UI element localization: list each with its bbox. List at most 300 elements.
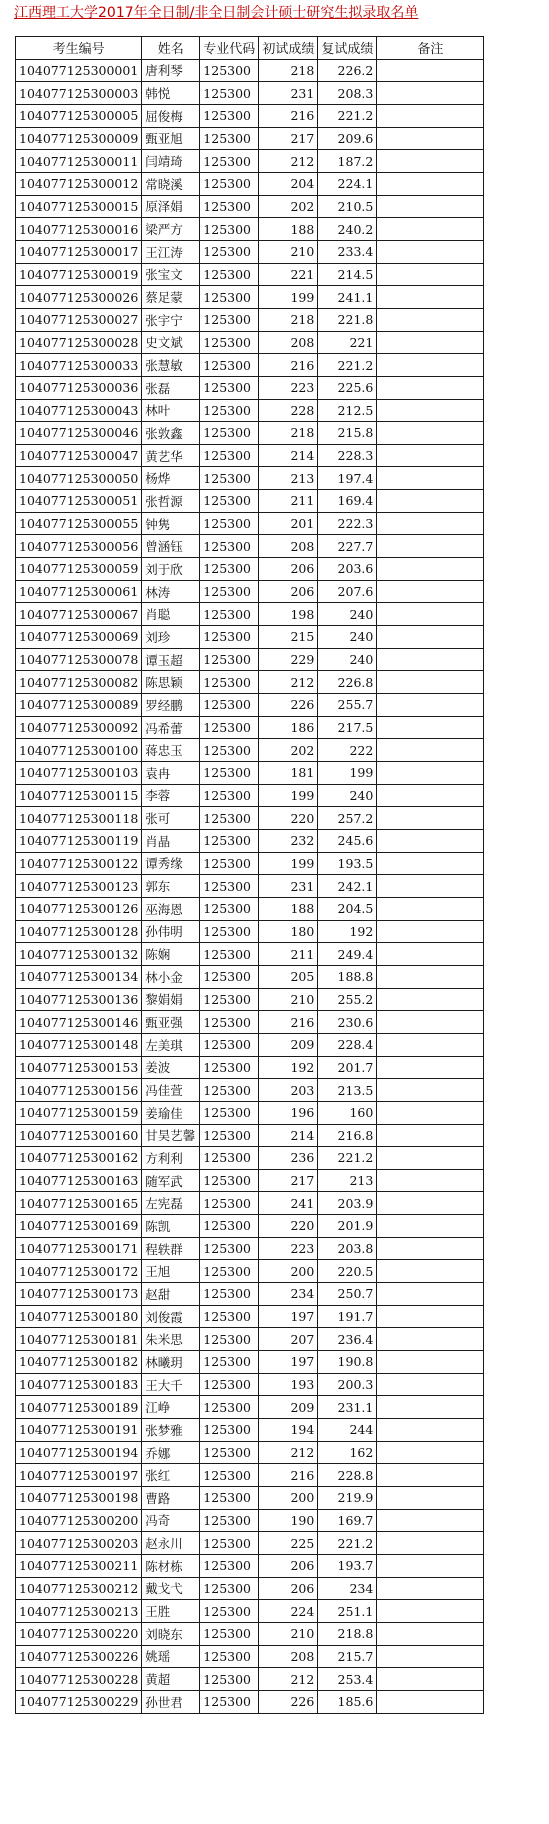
cell-initial-score: 218 (259, 422, 318, 445)
cell-candidate-id: 104077125300011 (16, 150, 142, 173)
table-row (16, 150, 484, 173)
table-row (16, 1509, 484, 1532)
cell-major-code: 125300 (200, 59, 259, 82)
cell-initial-score: 229 (259, 648, 318, 671)
cell-retest-score: 187.2 (318, 150, 377, 173)
cell-major-code: 125300 (200, 1690, 259, 1713)
cell-name: 梁严方 (142, 218, 200, 241)
cell-remarks (377, 512, 484, 535)
cell-candidate-id: 104077125300173 (16, 1283, 142, 1306)
cell-remarks (377, 172, 484, 195)
cell-candidate-id: 104077125300059 (16, 558, 142, 581)
cell-major-code: 125300 (200, 240, 259, 263)
cell-initial-score: 206 (259, 580, 318, 603)
cell-major-code: 125300 (200, 127, 259, 150)
header-remarks: 备注 (377, 37, 484, 60)
cell-remarks (377, 1554, 484, 1577)
cell-initial-score: 192 (259, 1056, 318, 1079)
cell-initial-score: 209 (259, 1033, 318, 1056)
cell-remarks (377, 218, 484, 241)
cell-candidate-id: 104077125300169 (16, 1215, 142, 1238)
cell-remarks (377, 807, 484, 830)
cell-remarks (377, 59, 484, 82)
cell-remarks (377, 490, 484, 513)
cell-remarks (377, 1283, 484, 1306)
cell-major-code: 125300 (200, 376, 259, 399)
cell-name: 张敦鑫 (142, 422, 200, 445)
cell-candidate-id: 104077125300172 (16, 1260, 142, 1283)
cell-initial-score: 232 (259, 829, 318, 852)
cell-name: 王旭 (142, 1260, 200, 1283)
cell-retest-score: 224.1 (318, 172, 377, 195)
cell-retest-score: 251.1 (318, 1600, 377, 1623)
cell-retest-score: 169.4 (318, 490, 377, 513)
cell-name: 朱米思 (142, 1328, 200, 1351)
cell-remarks (377, 1509, 484, 1532)
cell-initial-score: 207 (259, 1328, 318, 1351)
cell-remarks (377, 875, 484, 898)
cell-major-code: 125300 (200, 1215, 259, 1238)
table-row (16, 784, 484, 807)
cell-remarks (377, 1464, 484, 1487)
cell-remarks (377, 1215, 484, 1238)
cell-major-code: 125300 (200, 535, 259, 558)
cell-retest-score: 193.5 (318, 852, 377, 875)
cell-candidate-id: 104077125300171 (16, 1237, 142, 1260)
cell-initial-score: 220 (259, 1215, 318, 1238)
cell-initial-score: 234 (259, 1283, 318, 1306)
table-row (16, 59, 484, 82)
table-row (16, 1554, 484, 1577)
cell-initial-score: 225 (259, 1532, 318, 1555)
header-candidate-id: 考生编号 (16, 37, 142, 60)
cell-name: 刘珍 (142, 626, 200, 649)
cell-name: 黄超 (142, 1668, 200, 1691)
cell-initial-score: 221 (259, 263, 318, 286)
cell-initial-score: 202 (259, 195, 318, 218)
table-row (16, 82, 484, 105)
cell-name: 戴戈弋 (142, 1577, 200, 1600)
table-row (16, 127, 484, 150)
cell-retest-score: 221 (318, 331, 377, 354)
cell-major-code: 125300 (200, 1351, 259, 1374)
cell-initial-score: 208 (259, 1645, 318, 1668)
cell-initial-score: 212 (259, 150, 318, 173)
cell-name: 左美琪 (142, 1033, 200, 1056)
cell-candidate-id: 104077125300213 (16, 1600, 142, 1623)
table-row (16, 1192, 484, 1215)
cell-candidate-id: 104077125300189 (16, 1396, 142, 1419)
table-row (16, 1215, 484, 1238)
cell-name: 姜瑜佳 (142, 1101, 200, 1124)
cell-major-code: 125300 (200, 1554, 259, 1577)
table-row (16, 1577, 484, 1600)
cell-name: 郭东 (142, 875, 200, 898)
cell-initial-score: 198 (259, 603, 318, 626)
cell-name: 随军武 (142, 1169, 200, 1192)
cell-major-code: 125300 (200, 1056, 259, 1079)
cell-remarks (377, 1690, 484, 1713)
cell-initial-score: 223 (259, 1237, 318, 1260)
cell-candidate-id: 104077125300118 (16, 807, 142, 830)
cell-initial-score: 217 (259, 1169, 318, 1192)
cell-remarks (377, 829, 484, 852)
cell-name: 王江涛 (142, 240, 200, 263)
cell-name: 林叶 (142, 399, 200, 422)
cell-major-code: 125300 (200, 1237, 259, 1260)
cell-candidate-id: 104077125300148 (16, 1033, 142, 1056)
cell-initial-score: 217 (259, 127, 318, 150)
cell-name: 黎娟娟 (142, 988, 200, 1011)
cell-major-code: 125300 (200, 1169, 259, 1192)
table-row (16, 875, 484, 898)
cell-remarks (377, 1373, 484, 1396)
cell-retest-score: 214.5 (318, 263, 377, 286)
cell-initial-score: 216 (259, 1011, 318, 1034)
cell-initial-score: 224 (259, 1600, 318, 1623)
cell-candidate-id: 104077125300183 (16, 1373, 142, 1396)
cell-retest-score: 242.1 (318, 875, 377, 898)
cell-remarks (377, 1011, 484, 1034)
cell-remarks (377, 1645, 484, 1668)
cell-name: 陈凯 (142, 1215, 200, 1238)
table-row (16, 762, 484, 785)
cell-candidate-id: 104077125300181 (16, 1328, 142, 1351)
cell-major-code: 125300 (200, 626, 259, 649)
cell-retest-score: 203.9 (318, 1192, 377, 1215)
cell-candidate-id: 104077125300033 (16, 354, 142, 377)
cell-remarks (377, 671, 484, 694)
cell-name: 甄亚旭 (142, 127, 200, 150)
cell-candidate-id: 104077125300123 (16, 875, 142, 898)
cell-name: 史文斌 (142, 331, 200, 354)
cell-major-code: 125300 (200, 1668, 259, 1691)
cell-candidate-id: 104077125300061 (16, 580, 142, 603)
cell-initial-score: 206 (259, 1577, 318, 1600)
cell-remarks (377, 1668, 484, 1691)
cell-candidate-id: 104077125300043 (16, 399, 142, 422)
cell-major-code: 125300 (200, 1396, 259, 1419)
cell-name: 冯希蕾 (142, 716, 200, 739)
cell-candidate-id: 104077125300220 (16, 1622, 142, 1645)
table-row (16, 1532, 484, 1555)
cell-name: 曾涵钰 (142, 535, 200, 558)
cell-major-code: 125300 (200, 490, 259, 513)
cell-retest-score: 236.4 (318, 1328, 377, 1351)
cell-major-code: 125300 (200, 603, 259, 626)
table-row (16, 1260, 484, 1283)
cell-candidate-id: 104077125300156 (16, 1079, 142, 1102)
cell-candidate-id: 104077125300012 (16, 172, 142, 195)
cell-name: 程轶群 (142, 1237, 200, 1260)
cell-remarks (377, 626, 484, 649)
cell-name: 江峥 (142, 1396, 200, 1419)
cell-major-code: 125300 (200, 1600, 259, 1623)
cell-candidate-id: 104077125300200 (16, 1509, 142, 1532)
cell-remarks (377, 784, 484, 807)
cell-remarks (377, 920, 484, 943)
cell-major-code: 125300 (200, 1011, 259, 1034)
table-row (16, 1622, 484, 1645)
cell-major-code: 125300 (200, 1509, 259, 1532)
cell-retest-score: 257.2 (318, 807, 377, 830)
cell-candidate-id: 104077125300132 (16, 943, 142, 966)
cell-initial-score: 197 (259, 1305, 318, 1328)
cell-major-code: 125300 (200, 739, 259, 762)
cell-retest-score: 249.4 (318, 943, 377, 966)
cell-major-code: 125300 (200, 422, 259, 445)
cell-initial-score: 199 (259, 852, 318, 875)
table-row (16, 1328, 484, 1351)
cell-remarks (377, 1124, 484, 1147)
cell-retest-score: 199 (318, 762, 377, 785)
cell-name: 黄艺华 (142, 444, 200, 467)
cell-retest-score: 208.3 (318, 82, 377, 105)
table-row (16, 444, 484, 467)
cell-initial-score: 188 (259, 897, 318, 920)
cell-remarks (377, 897, 484, 920)
cell-name: 赵永川 (142, 1532, 200, 1555)
cell-remarks (377, 1169, 484, 1192)
header-name: 姓名 (142, 37, 200, 60)
table-row (16, 218, 484, 241)
cell-name: 陈娴 (142, 943, 200, 966)
cell-retest-score: 213 (318, 1169, 377, 1192)
cell-major-code: 125300 (200, 172, 259, 195)
cell-retest-score: 212.5 (318, 399, 377, 422)
cell-candidate-id: 104077125300015 (16, 195, 142, 218)
cell-initial-score: 241 (259, 1192, 318, 1215)
cell-remarks (377, 1260, 484, 1283)
cell-major-code: 125300 (200, 399, 259, 422)
cell-retest-score: 215.7 (318, 1645, 377, 1668)
cell-initial-score: 190 (259, 1509, 318, 1532)
cell-initial-score: 210 (259, 1622, 318, 1645)
cell-retest-score: 240 (318, 648, 377, 671)
cell-initial-score: 218 (259, 59, 318, 82)
cell-major-code: 125300 (200, 1328, 259, 1351)
cell-name: 张宝文 (142, 263, 200, 286)
cell-major-code: 125300 (200, 716, 259, 739)
header-major-code: 专业代码 (200, 37, 259, 60)
cell-major-code: 125300 (200, 1079, 259, 1102)
table-row (16, 286, 484, 309)
cell-major-code: 125300 (200, 286, 259, 309)
cell-initial-score: 223 (259, 376, 318, 399)
cell-major-code: 125300 (200, 580, 259, 603)
cell-initial-score: 220 (259, 807, 318, 830)
table-row (16, 1419, 484, 1442)
cell-name: 王大千 (142, 1373, 200, 1396)
cell-candidate-id: 104077125300203 (16, 1532, 142, 1555)
cell-retest-score: 221.2 (318, 1147, 377, 1170)
cell-initial-score: 202 (259, 739, 318, 762)
cell-candidate-id: 104077125300229 (16, 1690, 142, 1713)
cell-name: 肖晶 (142, 829, 200, 852)
cell-retest-score: 193.7 (318, 1554, 377, 1577)
cell-major-code: 125300 (200, 263, 259, 286)
table-row (16, 1283, 484, 1306)
table-row (16, 467, 484, 490)
cell-remarks (377, 965, 484, 988)
cell-candidate-id: 104077125300119 (16, 829, 142, 852)
cell-remarks (377, 127, 484, 150)
cell-retest-score: 203.6 (318, 558, 377, 581)
cell-initial-score: 194 (259, 1419, 318, 1442)
cell-remarks (377, 1147, 484, 1170)
cell-retest-score: 234 (318, 1577, 377, 1600)
cell-initial-score: 188 (259, 218, 318, 241)
cell-initial-score: 205 (259, 965, 318, 988)
cell-candidate-id: 104077125300055 (16, 512, 142, 535)
cell-remarks (377, 444, 484, 467)
cell-remarks (377, 1396, 484, 1419)
cell-name: 张宇宁 (142, 308, 200, 331)
cell-candidate-id: 104077125300136 (16, 988, 142, 1011)
cell-initial-score: 204 (259, 172, 318, 195)
cell-major-code: 125300 (200, 875, 259, 898)
cell-candidate-id: 104077125300226 (16, 1645, 142, 1668)
cell-remarks (377, 1328, 484, 1351)
cell-major-code: 125300 (200, 1192, 259, 1215)
table-row (16, 104, 484, 127)
table-row (16, 535, 484, 558)
cell-name: 林小金 (142, 965, 200, 988)
cell-candidate-id: 104077125300047 (16, 444, 142, 467)
cell-initial-score: 206 (259, 1554, 318, 1577)
cell-remarks (377, 716, 484, 739)
cell-candidate-id: 104077125300056 (16, 535, 142, 558)
cell-retest-score: 209.6 (318, 127, 377, 150)
header-initial-score: 初试成绩 (259, 37, 318, 60)
table-row (16, 1079, 484, 1102)
cell-candidate-id: 104077125300128 (16, 920, 142, 943)
cell-major-code: 125300 (200, 150, 259, 173)
cell-candidate-id: 104077125300078 (16, 648, 142, 671)
cell-candidate-id: 104077125300067 (16, 603, 142, 626)
cell-major-code: 125300 (200, 784, 259, 807)
cell-remarks (377, 1419, 484, 1442)
cell-major-code: 125300 (200, 1147, 259, 1170)
cell-name: 林曦玥 (142, 1351, 200, 1374)
cell-retest-score: 160 (318, 1101, 377, 1124)
cell-remarks (377, 240, 484, 263)
cell-name: 乔娜 (142, 1441, 200, 1464)
cell-candidate-id: 104077125300211 (16, 1554, 142, 1577)
cell-initial-score: 213 (259, 467, 318, 490)
cell-major-code: 125300 (200, 852, 259, 875)
cell-name: 常晓溪 (142, 172, 200, 195)
cell-major-code: 125300 (200, 1464, 259, 1487)
cell-initial-score: 203 (259, 1079, 318, 1102)
table-row (16, 1373, 484, 1396)
cell-initial-score: 199 (259, 286, 318, 309)
table-row (16, 1441, 484, 1464)
table-row (16, 920, 484, 943)
cell-candidate-id: 104077125300159 (16, 1101, 142, 1124)
cell-initial-score: 208 (259, 535, 318, 558)
cell-retest-score: 192 (318, 920, 377, 943)
cell-retest-score: 240 (318, 784, 377, 807)
cell-remarks (377, 376, 484, 399)
cell-major-code: 125300 (200, 807, 259, 830)
cell-name: 李蓉 (142, 784, 200, 807)
cell-name: 林涛 (142, 580, 200, 603)
cell-name: 杨烨 (142, 467, 200, 490)
table-row (16, 1668, 484, 1691)
cell-major-code: 125300 (200, 943, 259, 966)
cell-name: 方利利 (142, 1147, 200, 1170)
table-row (16, 1645, 484, 1668)
cell-major-code: 125300 (200, 1260, 259, 1283)
table-body (16, 59, 484, 1713)
cell-major-code: 125300 (200, 648, 259, 671)
cell-candidate-id: 104077125300003 (16, 82, 142, 105)
cell-candidate-id: 104077125300180 (16, 1305, 142, 1328)
cell-name: 蒋忠玉 (142, 739, 200, 762)
cell-retest-score: 169.7 (318, 1509, 377, 1532)
table-row (16, 1056, 484, 1079)
cell-initial-score: 226 (259, 694, 318, 717)
cell-initial-score: 231 (259, 875, 318, 898)
cell-remarks (377, 1532, 484, 1555)
cell-major-code: 125300 (200, 558, 259, 581)
cell-retest-score: 203.8 (318, 1237, 377, 1260)
cell-remarks (377, 1033, 484, 1056)
cell-retest-score: 221.2 (318, 104, 377, 127)
cell-retest-score: 231.1 (318, 1396, 377, 1419)
cell-candidate-id: 104077125300198 (16, 1487, 142, 1510)
cell-major-code: 125300 (200, 82, 259, 105)
cell-major-code: 125300 (200, 218, 259, 241)
cell-remarks (377, 580, 484, 603)
cell-name: 曹路 (142, 1487, 200, 1510)
table-row (16, 852, 484, 875)
cell-remarks (377, 331, 484, 354)
cell-candidate-id: 104077125300092 (16, 716, 142, 739)
cell-retest-score: 201.9 (318, 1215, 377, 1238)
cell-candidate-id: 104077125300046 (16, 422, 142, 445)
table-row (16, 716, 484, 739)
table-row (16, 1011, 484, 1034)
table-row (16, 558, 484, 581)
cell-name: 甘昊艺馨 (142, 1124, 200, 1147)
cell-retest-score: 219.9 (318, 1487, 377, 1510)
cell-major-code: 125300 (200, 104, 259, 127)
cell-remarks (377, 739, 484, 762)
cell-major-code: 125300 (200, 920, 259, 943)
table-row (16, 308, 484, 331)
cell-name: 刘于欣 (142, 558, 200, 581)
table-row (16, 240, 484, 263)
table-row (16, 897, 484, 920)
cell-retest-score: 213.5 (318, 1079, 377, 1102)
cell-major-code: 125300 (200, 1532, 259, 1555)
cell-name: 张慧敏 (142, 354, 200, 377)
cell-retest-score: 230.6 (318, 1011, 377, 1034)
cell-name: 刘俊霞 (142, 1305, 200, 1328)
table-row (16, 807, 484, 830)
cell-candidate-id: 104077125300050 (16, 467, 142, 490)
cell-candidate-id: 104077125300103 (16, 762, 142, 785)
table-row (16, 354, 484, 377)
table-row (16, 1033, 484, 1056)
cell-major-code: 125300 (200, 1283, 259, 1306)
cell-candidate-id: 104077125300197 (16, 1464, 142, 1487)
cell-remarks (377, 762, 484, 785)
cell-retest-score: 228.4 (318, 1033, 377, 1056)
table-row (16, 512, 484, 535)
